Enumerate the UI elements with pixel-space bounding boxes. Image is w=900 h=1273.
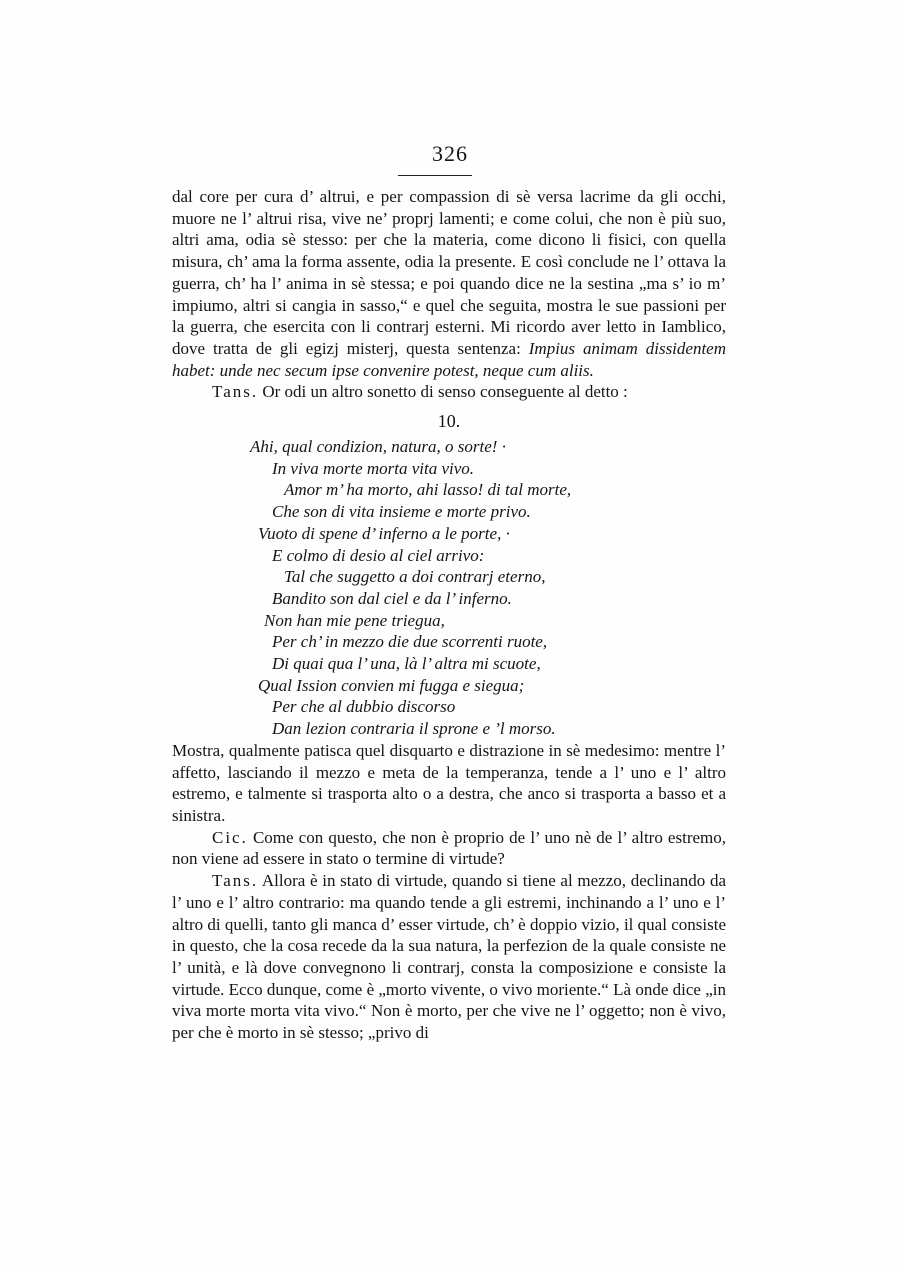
text-block — [172, 186, 726, 1044]
header-rule — [398, 175, 472, 176]
sonnet-line: Non han mie pene triegua, — [264, 610, 445, 630]
sonnet-line: Dan lezion contraria il sprone e ’l morso. — [272, 719, 556, 739]
sonnet-line: Per che al dubbio discorso — [272, 697, 456, 717]
sonnet-line: Per ch’ in mezzo die due scorrenti ruote, — [272, 632, 548, 652]
paragraph-text: Or odi un altro sonetto di senso conseguente al detto : — [262, 382, 628, 402]
sonnet-line: Amor m’ ha morto, ahi lasso! di tal morte, — [284, 480, 572, 500]
sonnet-line: Che son di vita insieme e morte privo. — [272, 502, 531, 522]
sonnet-line: Ahi, qual condizion, natura, o sorte! · — [250, 437, 506, 457]
paragraph-tans-intro — [172, 381, 726, 403]
sonnet-line: Vuoto di spene d’ inferno a le porte, · — [258, 523, 510, 543]
latin-quotation: Impius animam dissidentem habet: unde nec secum ipse convenire potest, neque cum aliis. — [172, 338, 726, 380]
speaker-label: Cic. — [212, 827, 248, 847]
sonnet — [172, 436, 726, 740]
speaker-label: Tans. — [212, 382, 259, 402]
paragraph-text: dal core per cura d’ altrui, e per compassion di sè versa lacrime da gli occhi, muore ne l’ altrui risa, vive ne’ proprj lamenti; e come colui, che non è più suo, altri ama, odia sè stesso: per che la materia, come dicono li fisici, con quella misura, ch’ ama la forma assente, odia la presente. E così conclude ne l’ ottava la guerra, ch’ ha l’ anima in sè stessa; e poi quando dice ne la sestina „ma s’ io m’ impiumo, altri si cangia in sasso,“ e quel che seguita, mostra le sue passioni per la guerra, che esercita con li contrarj esterni. Mi ricordo aver letto in Iamblico, dove tratta de gli egizj misterj, questa sentenza: — [172, 187, 726, 358]
paragraph-text: Come con questo, che non è proprio de l’ uno nè de l’ altro estremo, non viene ad essere in stato o termine di virtude? — [172, 827, 726, 869]
speaker-label: Tans. — [212, 871, 259, 891]
sonnet-line: Qual Ission convien mi fugga e siegua; — [258, 675, 525, 695]
sonnet-line: Di quai qua l’ una, là l’ altra mi scuote, — [272, 654, 541, 674]
page-number: 326 — [432, 141, 468, 166]
paragraph-continuation — [172, 186, 726, 381]
paragraph-tans-reply — [172, 870, 726, 1044]
sonnet-line: Bandito son dal ciel e da l’ inferno. — [272, 588, 512, 608]
paragraph-cic — [172, 827, 726, 870]
sonnet-line: Tal che suggetto a doi contrarj eterno, — [284, 567, 546, 587]
paragraph-text: Allora è in stato di virtude, quando si tiene al mezzo, declinando da l’ uno e l’ altro contrario: ma quando tende a gli estremi, inchinando a l’ uno e l’ altro di quelli, tanto gli manca d’ esser virtude, ch’ è doppio vizio, il qual consiste in questo, che la cosa recede da la sua natura, la perfezion de la quale consiste ne l’ unità, e là dove convegnono li contrarj, consta la composizione e consiste la virtude. Ecco dunque, come è „morto vivente, o vivo moriente.“ Là onde dice „in viva morte morta vita vivo.“ Non è morto, per che vive ne l’ oggetto; non è vivo, per che è morto in sè stesso; „privo di — [172, 871, 727, 1043]
paragraph-commentary: Mostra, qualmente patisca quel disquarto e distrazione in sè medesimo: mentre l’ affetto, lasciando il mezzo e meta de la temperanza, tende a l’ uno e l’ altro estremo, e talmente si trasporta alto o a destra, che anco si trasporta a basso et a sinistra. — [172, 740, 726, 825]
sonnet-line: E colmo di desio al ciel arrivo: — [272, 545, 485, 565]
sonnet-line: In viva morte morta vita vivo. — [272, 458, 475, 478]
sonnet-number: 10. — [437, 411, 461, 432]
